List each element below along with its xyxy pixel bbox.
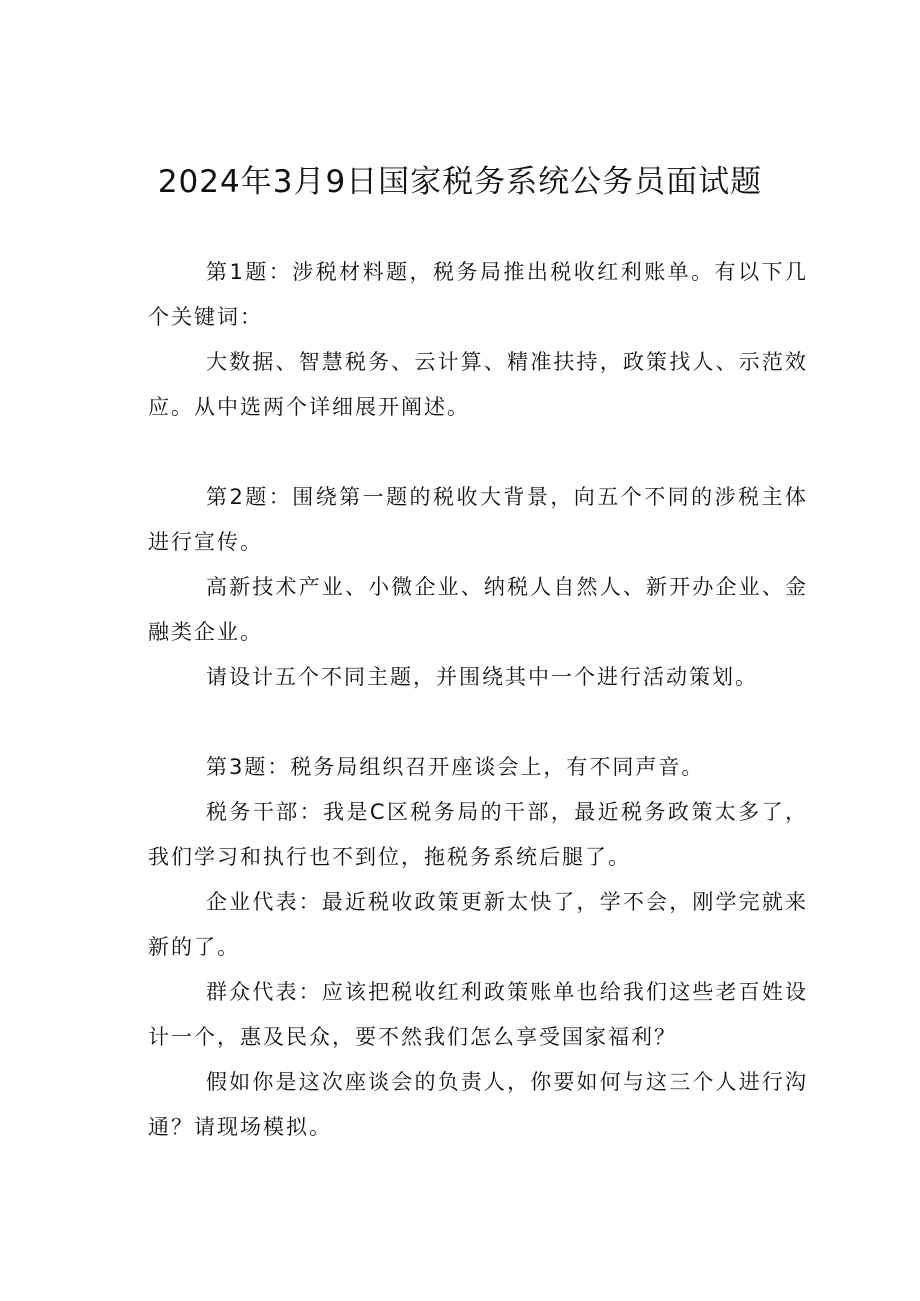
question-2 [148,475,808,700]
section-spacer [148,430,808,475]
section-spacer [148,700,808,745]
question-1-prompt: 第1题：涉税材料题，税务局推出税收红利账单。有以下几个关键词： [148,260,808,329]
document-title: 2024年3月9日国家税务系统公务员面试题 [157,164,763,200]
question-3-enterprise-rep: 企业代表：最近税收政策更新太快了，学不会，刚学完就来新的了。 [148,890,808,959]
question-3-tax-officer: 税务干部：我是C区税务局的干部，最近税务政策太多了，我们学习和执行也不到位，拖税务系统后腿了。 [148,800,808,869]
document-body [148,250,808,1150]
question-2-prompt: 第2题：围绕第一题的税收大背景，向五个不同的涉税主体进行宣传。 [148,485,808,554]
question-3-task: 假如你是这次座谈会的负责人，你要如何与这三个人进行沟通？请现场模拟。 [148,1070,808,1139]
question-3-prompt: 第3题：税务局组织召开座谈会上，有不同声音。 [206,755,705,779]
question-2-subjects: 高新技术产业、小微企业、纳税人自然人、新开办企业、金融类企业。 [148,575,808,644]
question-3-public-rep: 群众代表：应该把税收红利政策账单也给我们这些老百姓设计一个，惠及民众，要不然我们怎么享受国家福利？ [148,980,808,1049]
question-3 [148,745,808,1150]
question-1-keywords: 大数据、智慧税务、云计算、精准扶持，政策找人、示范效应。从中选两个详细展开阐述。 [148,350,808,419]
question-2-task: 请设计五个不同主题，并围绕其中一个进行活动策划。 [206,665,758,689]
question-1 [148,250,808,430]
